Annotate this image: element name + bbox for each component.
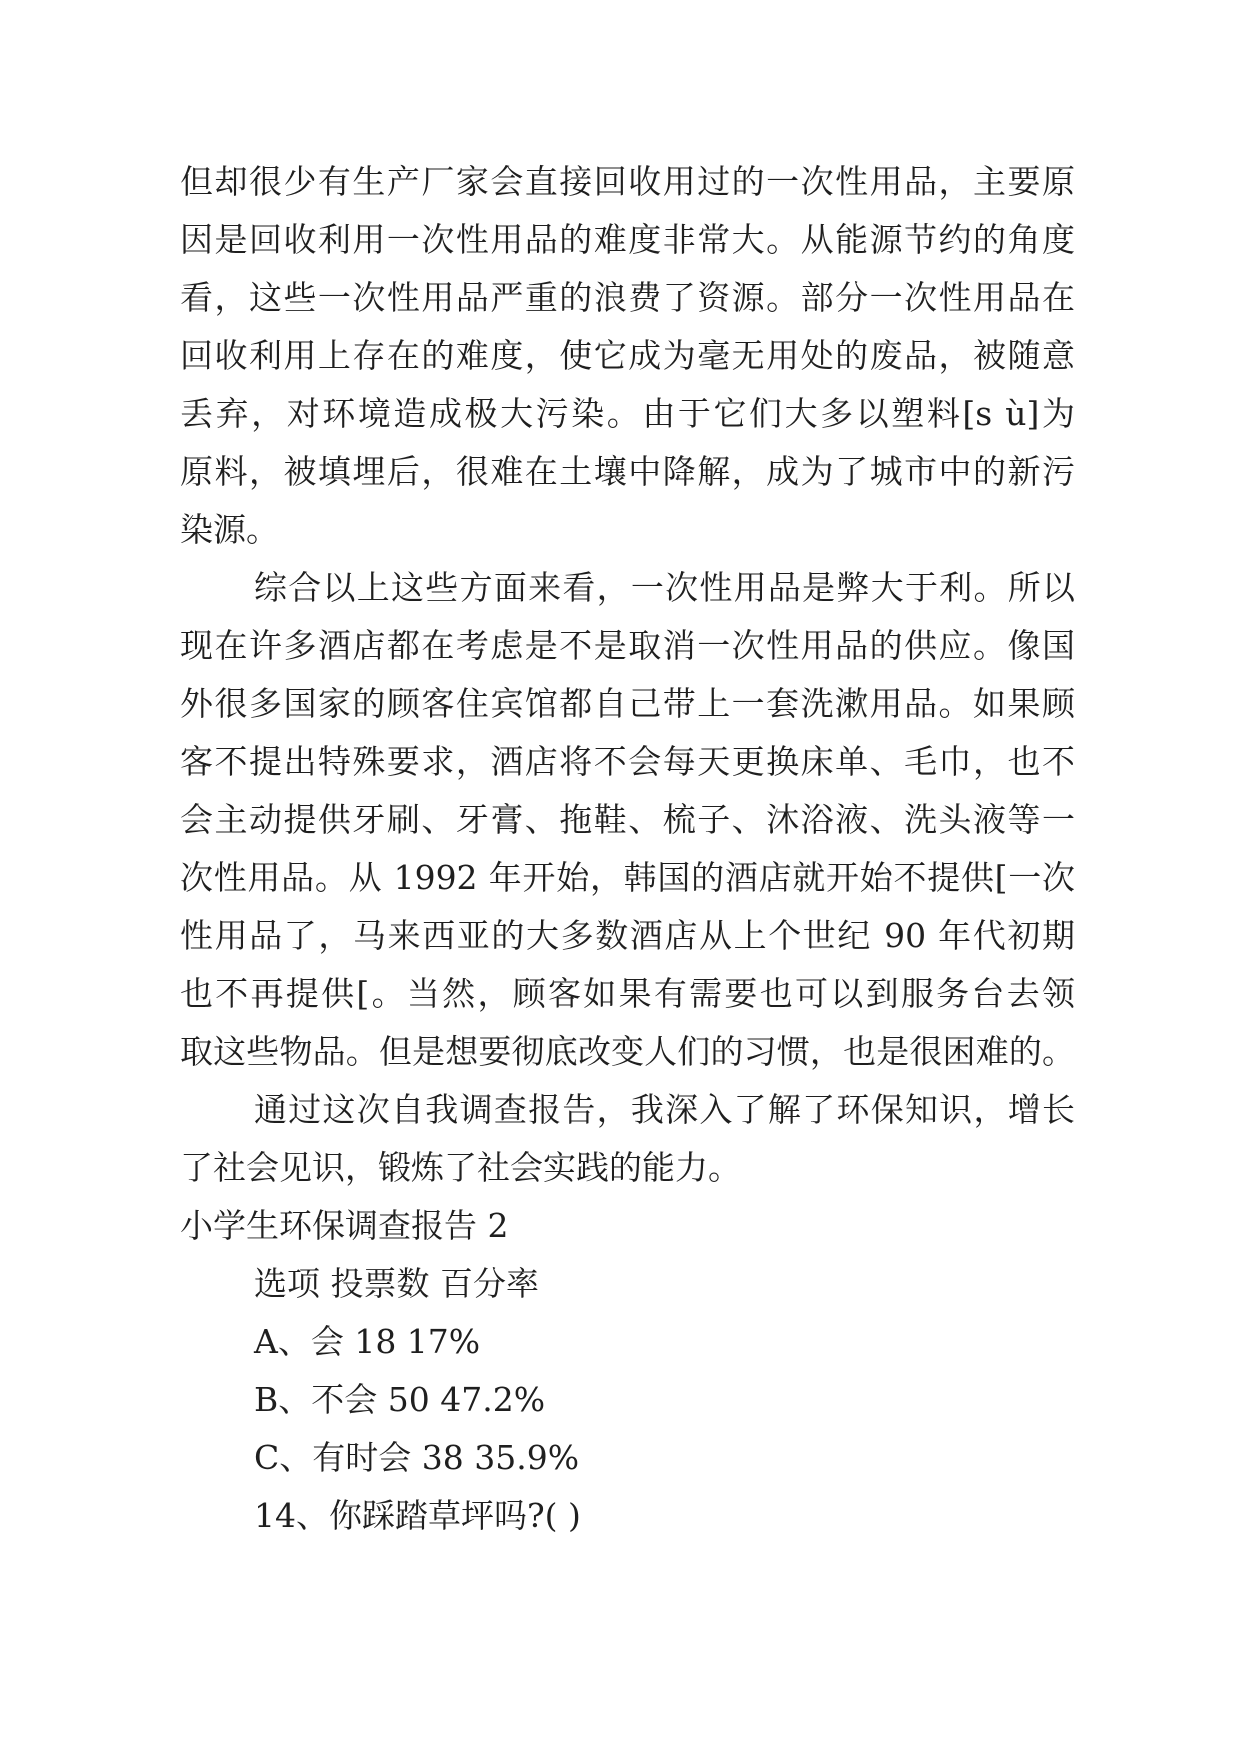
paragraph-line: 了社会见识，锻炼了社会实践的能力。 — [180, 1148, 741, 1187]
paragraph-line: 看，这些一次性用品严重的浪费了资源。部分一次性用品在 — [180, 278, 1075, 317]
paragraph-line: 通过这次自我调查报告，我深入了解了环保知识，增长 — [254, 1090, 1075, 1129]
paragraph-line: 客不提出特殊要求，酒店将不会每天更换床单、毛巾，也不 — [180, 742, 1075, 781]
section-title: 小学生环保调查报告 2 — [180, 1206, 509, 1245]
paragraph-line: 现在许多酒店都在考虑是不是取消一次性用品的供应。像国 — [180, 626, 1075, 665]
paragraph-line: 性用品了，马来西亚的大多数酒店从上个世纪 90 年代初期 — [180, 916, 1075, 955]
paragraph-line: 染源。 — [180, 510, 279, 549]
document-body — [180, 153, 1075, 1545]
paragraph-line: 外很多国家的顾客住宾馆都自己带上一套洗漱用品。如果顾 — [180, 684, 1075, 723]
paragraph-line: 综合以上这些方面来看，一次性用品是弊大于利。所以 — [254, 568, 1075, 607]
survey-row-line: C、有时会 38 35.9% — [254, 1438, 580, 1477]
survey-row-line: B、不会 50 47.2% — [254, 1380, 546, 1419]
paragraph-line: 因是回收利用一次性用品的难度非常大。从能源节约的角度 — [180, 220, 1075, 259]
paragraph-line: 取这些物品。但是想要彻底改变人们的习惯，也是很困难的。 — [180, 1032, 1075, 1071]
paragraph-line: 原料，被填埋后，很难在土壤中降解，成为了城市中的新污 — [180, 452, 1075, 491]
survey-row-line: A、会 18 17% — [254, 1322, 481, 1361]
paragraph-line: 丢弃，对环境造成极大污染。由于它们大多以塑料[s ù]为 — [180, 394, 1075, 433]
paragraph-line: 也不再提供[。当然，顾客如果有需要也可以到服务台去领 — [180, 974, 1075, 1013]
paragraph-line: 回收利用上存在的难度，使它成为毫无用处的废品，被随意 — [180, 336, 1075, 375]
survey-question-line: 14、你踩踏草坪吗?( ) — [254, 1496, 581, 1535]
survey-header-line: 选项 投票数 百分率 — [254, 1264, 539, 1303]
paragraph-line: 次性用品。从 1992 年开始，韩国的酒店就开始不提供[一次 — [180, 858, 1075, 897]
paragraph-line: 但却很少有生产厂家会直接回收用过的一次性用品，主要原 — [180, 162, 1075, 201]
paragraph-line: 会主动提供牙刷、牙膏、拖鞋、梳子、沐浴液、洗头液等一 — [180, 800, 1075, 839]
